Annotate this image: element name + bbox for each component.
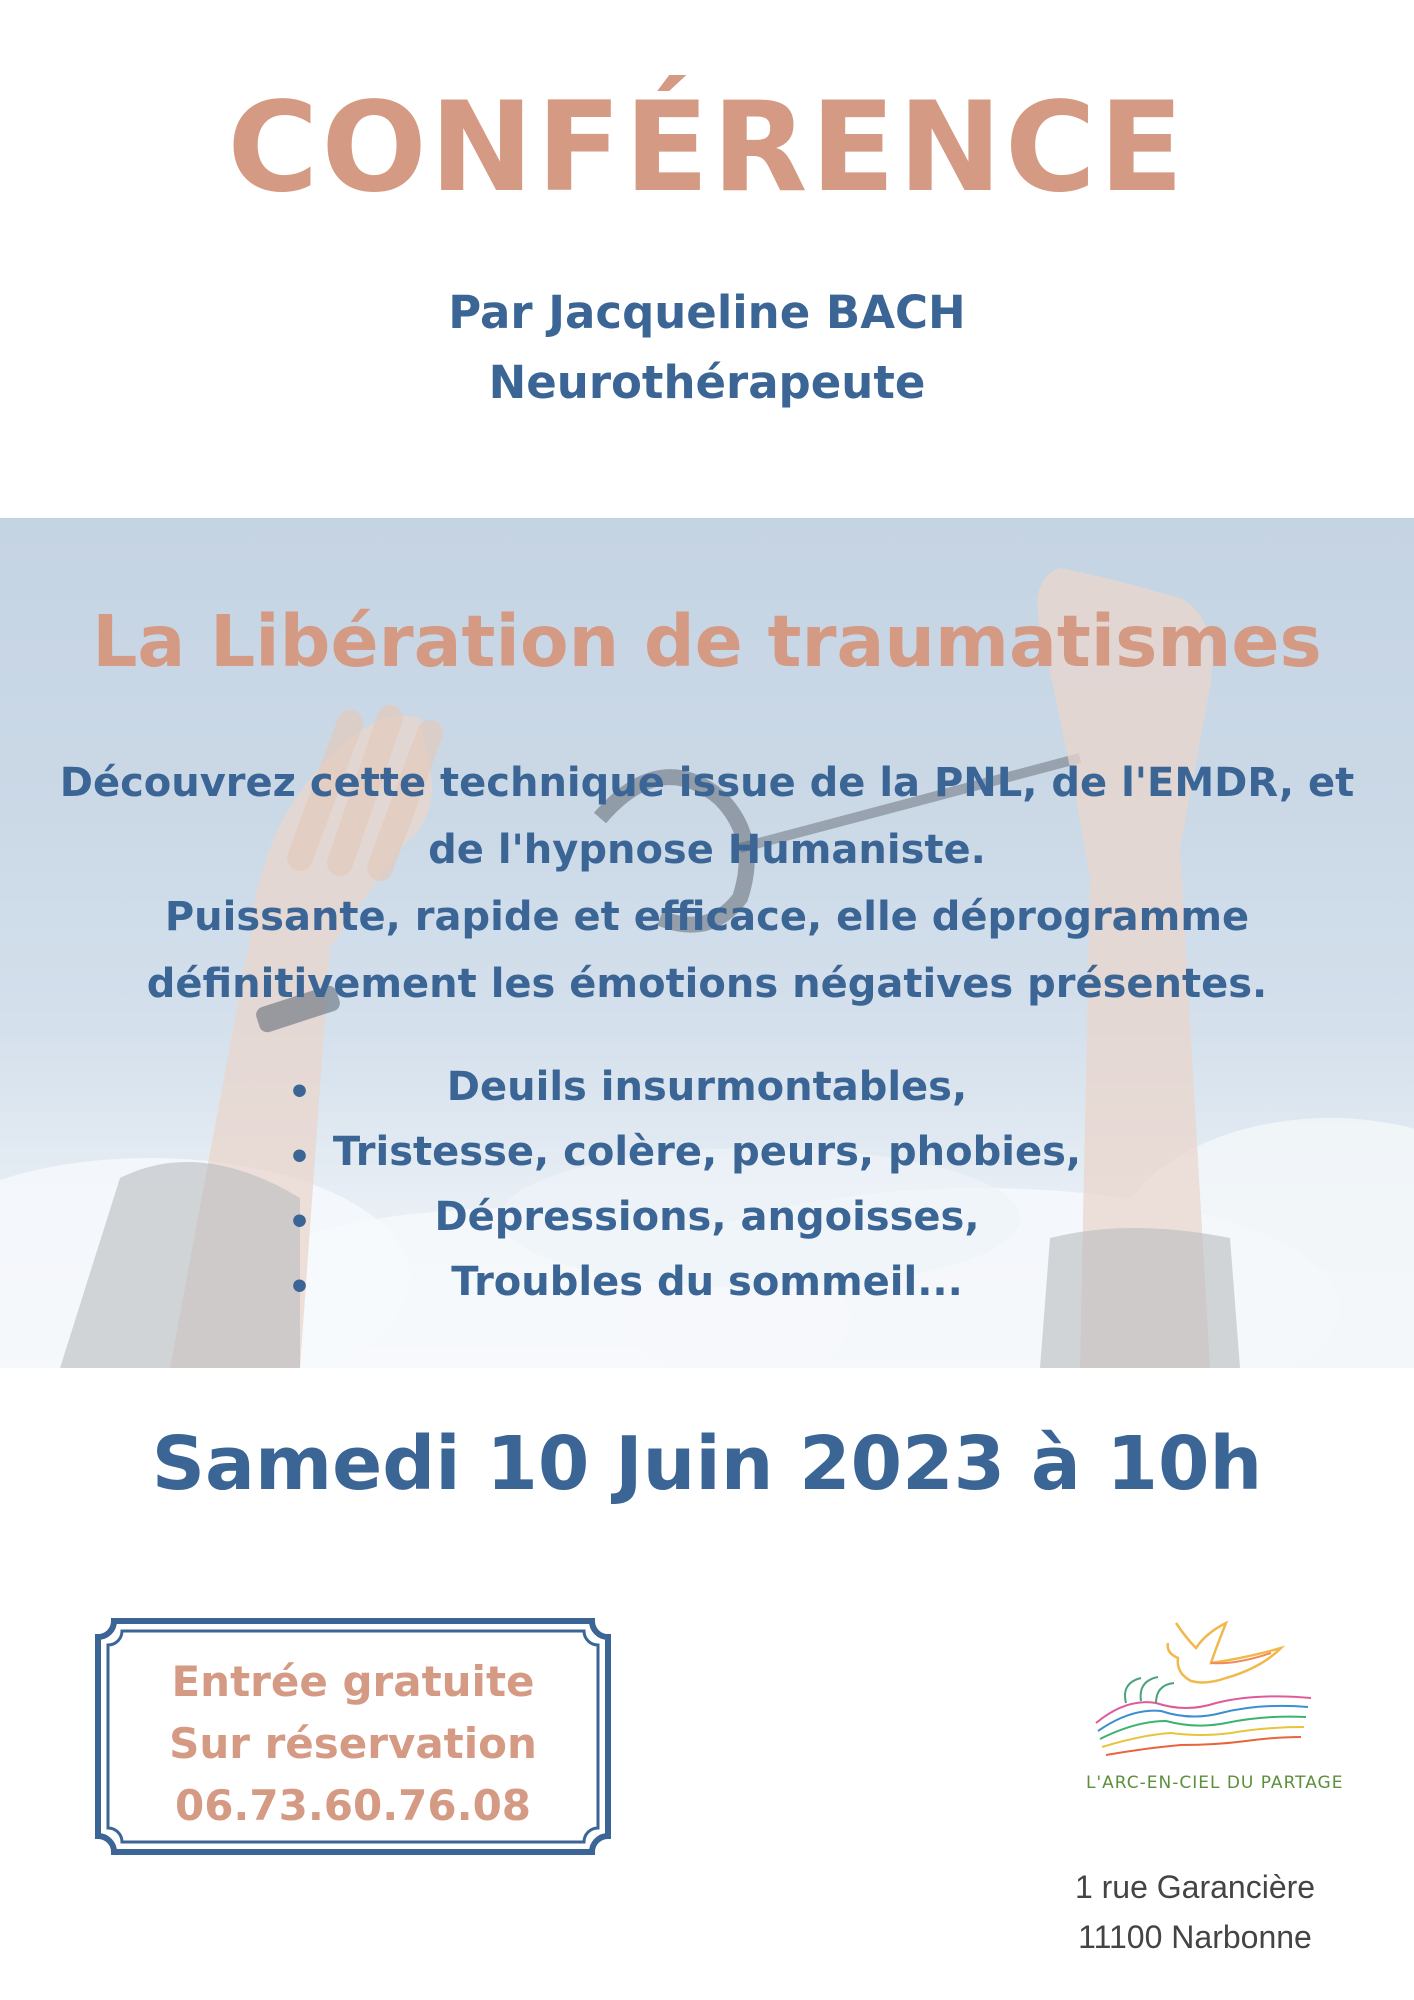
- list-item-text: Dépressions, angoisses,: [434, 1194, 980, 1240]
- description: [0, 750, 1414, 1018]
- symptom-list: [0, 1064, 1414, 1324]
- bullet-icon: •: [288, 1267, 312, 1308]
- hero-banner: [0, 518, 1414, 1368]
- list-item: [0, 1129, 1414, 1194]
- logo-text: L'ARC-EN-CIEL DU PARTAGE: [1086, 1773, 1344, 1793]
- address-city: 11100 Narbonne: [1078, 1919, 1312, 1955]
- description-line: définitivement les émotions négatives présentes.: [146, 961, 1268, 1007]
- list-item: [0, 1194, 1414, 1259]
- description-line: Puissante, rapide et efficace, elle déprogramme: [164, 894, 1250, 940]
- page-title: CONFÉRENCE: [227, 76, 1187, 220]
- address-street: 1 rue Garancière: [1074, 1869, 1316, 1905]
- list-item-text: Tristesse, colère, peurs, phobies,: [332, 1129, 1082, 1175]
- list-item: [0, 1259, 1414, 1324]
- ticket-frame: [92, 1615, 614, 1858]
- banner-subtitle: La Libération de traumatismes: [92, 600, 1322, 683]
- dove-hands-logo-icon: [1086, 1603, 1316, 1773]
- bullet-icon: •: [288, 1137, 312, 1178]
- event-date: Samedi 10 Juin 2023 à 10h: [151, 1421, 1263, 1507]
- logo: [1086, 1603, 1344, 1793]
- ticket-text: [92, 1651, 614, 1837]
- speaker-title: Neurothérapeute: [488, 356, 926, 409]
- bullet-icon: •: [288, 1202, 312, 1243]
- entry-info: Entrée gratuite: [171, 1657, 535, 1706]
- description-line: Découvrez cette technique issue de la PNL, de l'EMDR, et: [59, 760, 1355, 806]
- list-item-text: Troubles du sommeil...: [451, 1259, 963, 1305]
- list-item: [0, 1064, 1414, 1129]
- description-line: de l'hypnose Humaniste.: [428, 827, 986, 873]
- bullet-icon: •: [288, 1072, 312, 1113]
- speaker-name: Par Jacqueline BACH: [448, 286, 966, 339]
- phone-number: 06.73.60.76.08: [174, 1781, 532, 1830]
- reservation-info: Sur réservation: [169, 1719, 537, 1768]
- address: [1030, 1862, 1360, 1962]
- list-item-text: Deuils insurmontables,: [446, 1064, 968, 1110]
